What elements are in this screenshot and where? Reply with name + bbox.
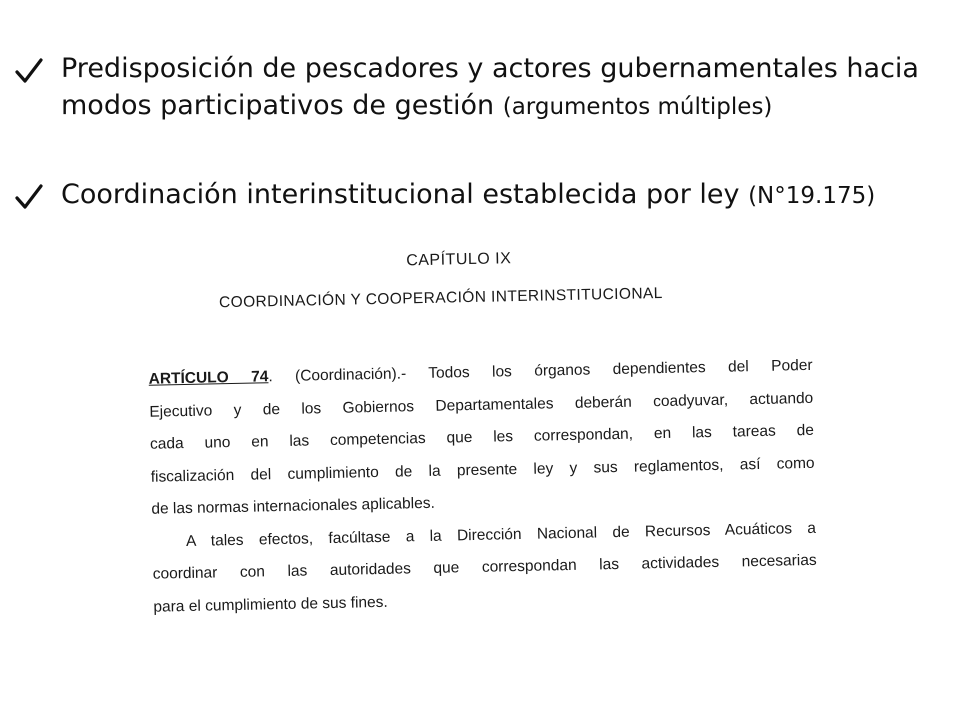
article-label: ARTÍCULO 74 bbox=[148, 368, 269, 388]
article-line-text: . (Coordinación).- Todos los órganos dependientes del Poder bbox=[268, 356, 813, 386]
article-body bbox=[148, 350, 817, 624]
article-line: fiscalización del cumplimiento de la presente ley y sus reglamentos, así como bbox=[150, 454, 815, 486]
chapter-title: COORDINACIÓN Y COOPERACIÓN INTERINSTITUCIONAL bbox=[218, 284, 663, 312]
bullet-parenthetical: (argumentos múltiples) bbox=[502, 94, 773, 120]
checkmark-icon bbox=[14, 56, 44, 86]
article-line: A tales efectos, facúltase a la Dirección Nacional de Recursos Acuáticos a bbox=[185, 519, 817, 550]
bullet-parenthetical: (N°19.175) bbox=[748, 183, 876, 209]
bullet-item bbox=[14, 176, 941, 215]
article-line: para el cumplimiento de sus fines. bbox=[153, 593, 388, 616]
bullet-item bbox=[14, 50, 941, 126]
article-line: de las normas internacionales aplicables. bbox=[151, 494, 435, 518]
scanned-law-excerpt bbox=[136, 238, 833, 616]
article-line: coordinar con las autoridades que correspondan las actividades necesarias bbox=[152, 551, 817, 583]
bullet-text bbox=[61, 50, 941, 126]
bullet-main-text: Predisposición de pescadores y actores gubernamentales hacia modos participativos de gestión bbox=[61, 53, 919, 121]
article-line: Ejecutivo y de los Gobiernos Departamentales deberán coadyuvar, actuando bbox=[149, 389, 814, 421]
checkmark-icon bbox=[14, 182, 44, 212]
bullet-main-text: Coordinación interinstitucional establecida por ley bbox=[61, 179, 749, 210]
article-line: cada uno en las competencias que les correspondan, en las tareas de bbox=[149, 421, 815, 453]
chapter-heading: CAPÍTULO IX bbox=[406, 250, 512, 270]
bullet-text bbox=[61, 176, 941, 215]
